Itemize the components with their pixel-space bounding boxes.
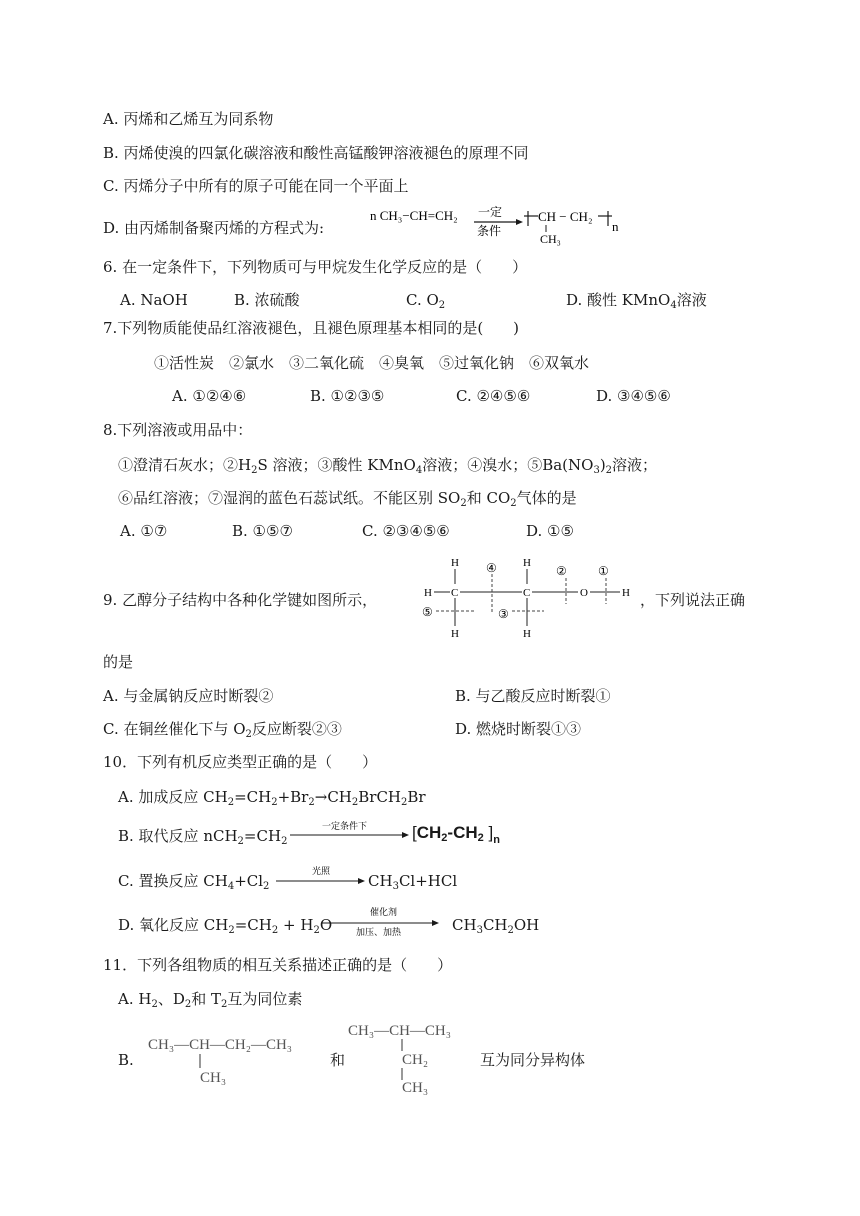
- q8-list-line1: ①澄清石灰水；$②H_2S$ 溶液；③酸性 KMnO$_4$溶液；④溴水；$⑤Ba(NO_3)_2$溶液；: [118, 456, 658, 476]
- q5-option-c: C. 丙烯分子中所有的原子可能在同一个平面上: [103, 177, 409, 195]
- q9-stem-c: 的是: [103, 653, 134, 671]
- q5-option-b: B. 丙烯使溴的四氯化碳溶液和酸性高锰酸钾溶液褪色的原理不同: [103, 144, 529, 162]
- svg-text:CH₂: CH₂: [402, 1052, 429, 1068]
- q6-stem: 6. 在一定条件下，下列物质可与甲烷发生化学反应的是（ ）: [103, 258, 528, 276]
- q10-option-b: B. 取代反应 $nCH_2=CH_2$: [118, 827, 288, 847]
- q9-option-d: D. 燃烧时断裂①③: [455, 720, 582, 738]
- q8-stem: 8.下列溶液或用品中：: [103, 421, 253, 439]
- q8-option-a: A. ①⑦: [120, 522, 168, 540]
- svg-text:H: H: [451, 557, 459, 569]
- svg-text:催化剂: 催化剂: [370, 907, 398, 917]
- q10-option-d: D. 氧化反应 $CH_2=CH_2 + H_2O$: [118, 916, 333, 936]
- svg-text:⑤: ⑤: [422, 605, 433, 619]
- q11-molecule-2: [346, 1020, 480, 1098]
- q5-cond-top: 一定: [478, 205, 503, 219]
- q10-d-arrow: [320, 904, 442, 938]
- svg-text:②: ②: [556, 564, 567, 578]
- svg-text:H: H: [523, 628, 531, 640]
- svg-text:④: ④: [486, 561, 497, 575]
- q10-option-a: A. 加成反应 $CH_2=CH_2+Br_2\to CH_2BrCH_2Br$: [118, 788, 426, 808]
- q9-option-b: B. 与乙酸反应时断裂①: [455, 687, 611, 705]
- svg-text:H: H: [523, 557, 531, 569]
- svg-text:O: O: [580, 587, 588, 599]
- svg-text:CH₃—CH—CH₂—CH₃: CH₃—CH—CH₂—CH₃: [148, 1037, 293, 1053]
- q8-option-b: B. ①⑤⑦: [232, 522, 293, 540]
- q10-b-product: [$CH_2-CH_2$ ]$_n$: [412, 823, 500, 846]
- q5-polymer-equation: [368, 202, 628, 248]
- q6-option-c: C. $O_2$: [406, 291, 446, 311]
- q11-option-b-label: B.: [118, 1051, 134, 1069]
- svg-text:H: H: [424, 587, 432, 599]
- q11-option-a: A. $H_2$、$D_2$和 $T_2$互为同位素: [118, 990, 303, 1010]
- q10-option-c: C. 置换反应 $CH_4+Cl_2$: [118, 872, 270, 892]
- svg-text:CH₃: CH₃: [402, 1080, 429, 1096]
- q11-and: 和: [330, 1051, 346, 1069]
- q9-option-a: A. 与金属钠反应时断裂②: [103, 687, 274, 705]
- q5-cond-bot: 条件: [477, 224, 502, 238]
- q5-option-a: A. 丙烯和乙烯互为同系物: [103, 110, 274, 128]
- arrow-icon: →: [314, 788, 328, 806]
- svg-text:CH₃—CH—CH₃: CH₃—CH—CH₃: [348, 1023, 451, 1039]
- q7-items: ①活性炭 ②氯水 ③二氧化硫 ④臭氧 ⑤过氧化钠 ⑥双氧水: [154, 354, 590, 372]
- q6-option-b: B. 浓硫酸: [234, 291, 300, 309]
- svg-text:CH₃: CH₃: [200, 1070, 227, 1086]
- q5-eq-right: CH − CH₂: [538, 209, 593, 224]
- q8-list-line2: ⑥品红溶液；⑦湿润的蓝色石蕊试纸。不能区别 $SO_2$和 $CO_2$气体的是: [118, 489, 577, 509]
- q6-option-d: D. 酸性 KMnO$_4$溶液: [566, 291, 707, 311]
- q5-eq-sub: CH₃: [540, 232, 561, 246]
- q9-stem-a: 9. 乙醇分子结构中各种化学键如图所示，: [103, 591, 378, 609]
- q7-option-b: B. ①②③⑤: [310, 387, 385, 405]
- q7-stem: 7.下列物质能使品红溶液褪色，且褪色原理基本相同的是( ): [103, 319, 520, 337]
- q5-eq-n: n: [612, 219, 619, 234]
- svg-text:①: ①: [598, 564, 609, 578]
- svg-text:H: H: [451, 628, 459, 640]
- q6-option-a: A. NaOH: [120, 291, 188, 309]
- svg-text:加压、加热: 加压、加热: [356, 927, 402, 937]
- q8-option-d: D. ①⑤: [526, 522, 574, 540]
- q11-molecule-1: [146, 1032, 336, 1088]
- q7-option-d: D. ③④⑤⑥: [596, 387, 671, 405]
- q11-stem: 11．下列各组物质的相互关系描述正确的是（ ）: [103, 956, 453, 974]
- q5-eq-left: n CH₃−CH=CH₂: [370, 208, 458, 223]
- svg-text:C: C: [451, 587, 459, 599]
- svg-text:H: H: [622, 587, 630, 599]
- q8-option-c: C. ②③④⑤⑥: [362, 522, 450, 540]
- svg-text:一定条件下: 一定条件下: [322, 821, 368, 831]
- q7-option-c: C. ②④⑤⑥: [456, 387, 531, 405]
- q9-option-c: C. 在铜丝催化下与 $O_2$反应断裂②③: [103, 720, 342, 740]
- q9-stem-b: ，下列说法正确: [640, 591, 746, 609]
- q10-stem: 10．下列有机反应类型正确的是（ ）: [103, 753, 378, 771]
- q7-option-a: A. ①②④⑥: [172, 387, 247, 405]
- q11-option-b-end: 互为同分异构体: [480, 1051, 586, 1069]
- svg-text:③: ③: [498, 607, 509, 621]
- q10-option-c-product: $CH_3Cl+HCl$: [368, 872, 458, 892]
- q10-option-d-product: $CH_3CH_2OH$: [452, 916, 540, 936]
- ethanol-bond-diagram: [418, 552, 640, 642]
- q10-b-arrow: [288, 818, 412, 840]
- svg-text:光照: 光照: [312, 866, 331, 876]
- svg-text:C: C: [523, 587, 531, 599]
- q10-c-arrow: [274, 864, 368, 886]
- q5-option-d: D. 由丙烯制备聚丙烯的方程式为:: [103, 219, 325, 237]
